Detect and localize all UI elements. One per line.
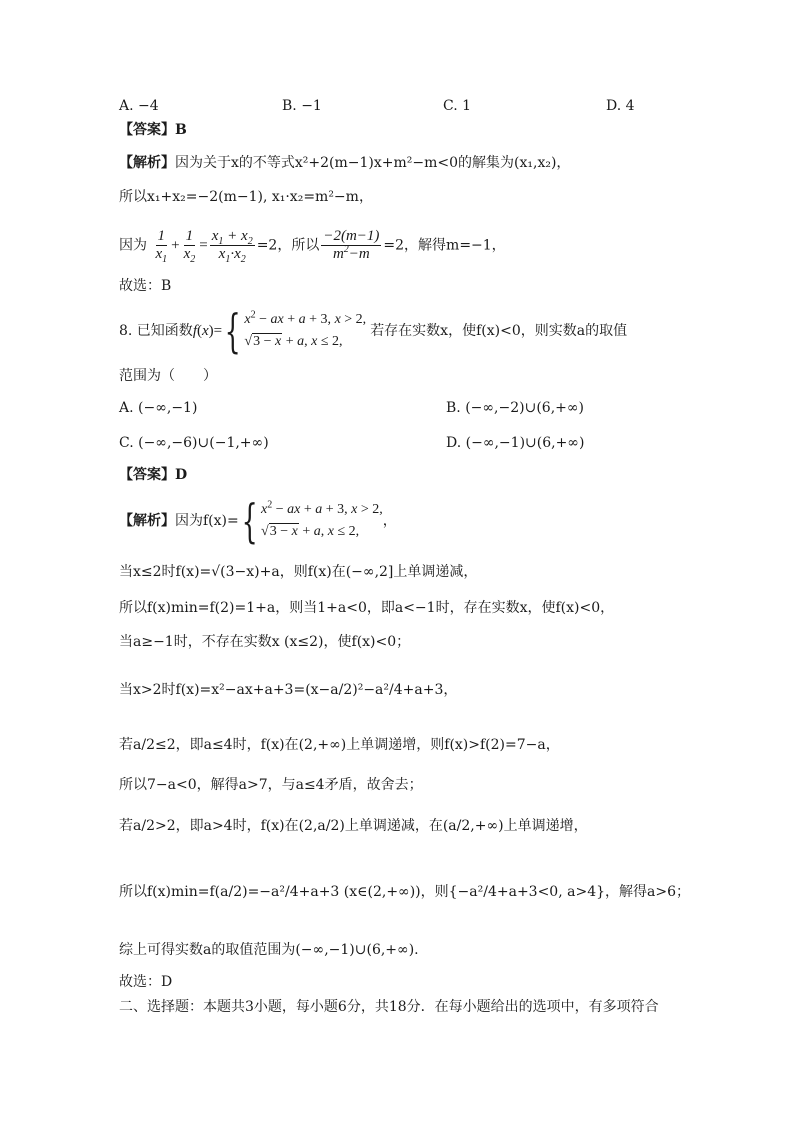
q8-line6: 所以7−a<0，解得a>7，与a≤4矛盾，故舍去；: [119, 777, 423, 793]
q8-cond-text: 若存在实数x，使f(x)<0，则实数a的取值: [370, 323, 628, 339]
q8-option-d: D. (−∞,−1)∪(6,+∞): [446, 435, 585, 451]
q8-line2: 所以f(x)min=f(2)=1+a，则当1+a<0，即a<−1时，存在实数x，使f(x)<0，: [119, 600, 615, 616]
q7-analysis: [119, 153, 570, 173]
q7-conclusion: 故选：B: [119, 278, 172, 294]
q7-step2-mid: =2，所以: [256, 237, 320, 254]
q8-number: 8. 已知函数: [119, 323, 193, 339]
q8-line7: 若a/2>2，即a>4时，f(x)在(2,a/2)上单调递减，在(a/2,+∞)上单调递增，: [119, 818, 588, 834]
q7-options: [119, 96, 635, 116]
q8-option-a: A. (−∞,−1): [119, 400, 198, 416]
q8-analysis-label: 【解析】: [119, 513, 175, 529]
q8-stem: 8. 已知函数f(x)= { $x^2$ − ax + a + 3, x > 2, √3 − x + a, x ≤ 2, 若存在实数x，使f(x)<0，则实数a的取值: [119, 304, 628, 358]
q8-range-text: 范围为（ ）: [119, 368, 217, 384]
q7-option-b: B. −1: [282, 98, 322, 114]
q8-line8: 所以f(x)min=f(a/2)=−a²/4+a+3 (x∈(2,+∞))，则{−a²/4+a+3<0, a>4}，解得a>6；: [119, 884, 690, 900]
q8-options-row2: [119, 433, 584, 453]
piecewise-function: { $x^2$ − ax + a + 3, x > 2, √3 − x + a, x ≤ 2,: [224, 304, 367, 358]
q8-line3: 当a≥−1时，不存在实数x (x≤2)，使f(x)<0；: [119, 634, 411, 650]
fraction-m-expression: $\frac{-2(m-1)}{m^2-m}$: [323, 228, 380, 262]
fraction-1-over-x2: $\frac{1}{x_2}$: [183, 228, 196, 265]
q7-answer: 【答案】B: [119, 122, 187, 138]
fraction-1-over-x1: $\frac{1}{x_1}$: [155, 228, 168, 265]
q8-line1: 当x≤2时f(x)=√(3−x)+a，则f(x)在(−∞,2]上单调递减，: [119, 564, 478, 580]
q8-option-b: B. (−∞,−2)∪(6,+∞): [446, 400, 584, 416]
q7-analysis-label: 【解析】: [119, 155, 175, 171]
q7-step2: 因为 $\frac{1}{x_1}$ + $\frac{1}{x_2}$ = $\frac{x_1 + x_2}{x_1\cdot x_2}$ =2，所以 $\frac{-2(m-1)}{m^2-m}$ =2，解得m=−1，: [119, 228, 506, 265]
section2-heading: 二、选择题：本题共3小题，每小题6分，共18分．在每小题给出的选项中，有多项符合: [119, 999, 659, 1015]
q7-option-c: C. 1: [443, 98, 472, 114]
q8-line9: 综上可得实数a的取值范围为(−∞,−1)∪(6,+∞).: [119, 942, 419, 958]
fraction-sum-over-product: $\frac{x_1 + x_2}{x_1\cdot x_2}$: [211, 228, 253, 265]
q7-option-a: A. −4: [119, 98, 159, 114]
q8-answer: 【答案】D: [119, 467, 188, 483]
q7-option-d: D. 4: [606, 98, 635, 114]
q8-line5: 若a/2≤2，即a≤4时，f(x)在(2,+∞)上单调递增，则f(x)>f(2)=7−a，: [119, 737, 560, 753]
q7-step2-post: =2，解得m=−1，: [383, 237, 506, 254]
q8-analysis: 【解析】因为f(x)= { $x^2$ − ax + a + 3, x > 2, √3 − x + a, x ≤ 2, ，: [119, 494, 397, 548]
q8-options-row1: [119, 398, 584, 418]
q7-step2-pre: 因为: [119, 237, 147, 254]
q8-option-c: C. (−∞,−6)∪(−1,+∞): [119, 435, 269, 451]
q8-conclusion: 故选：D: [119, 974, 173, 990]
piecewise-function-repeat: { $x^2$ − ax + a + 3, x > 2, √3 − x + a, x ≤ 2,: [241, 494, 383, 548]
q8-line4: 当x>2时f(x)=x²−ax+a+3=(x−a/2)²−a²/4+a+3，: [119, 682, 458, 698]
q8-analysis-pre: 因为f(x)=: [175, 513, 239, 529]
q7-step1: 所以x₁+x₂=−2(m−1), x₁·x₂=m²−m，: [119, 189, 373, 205]
q7-analysis-text: 因为关于x的不等式x²+2(m−1)x+m²−m<0的解集为(x₁,x₂)，: [175, 155, 571, 171]
